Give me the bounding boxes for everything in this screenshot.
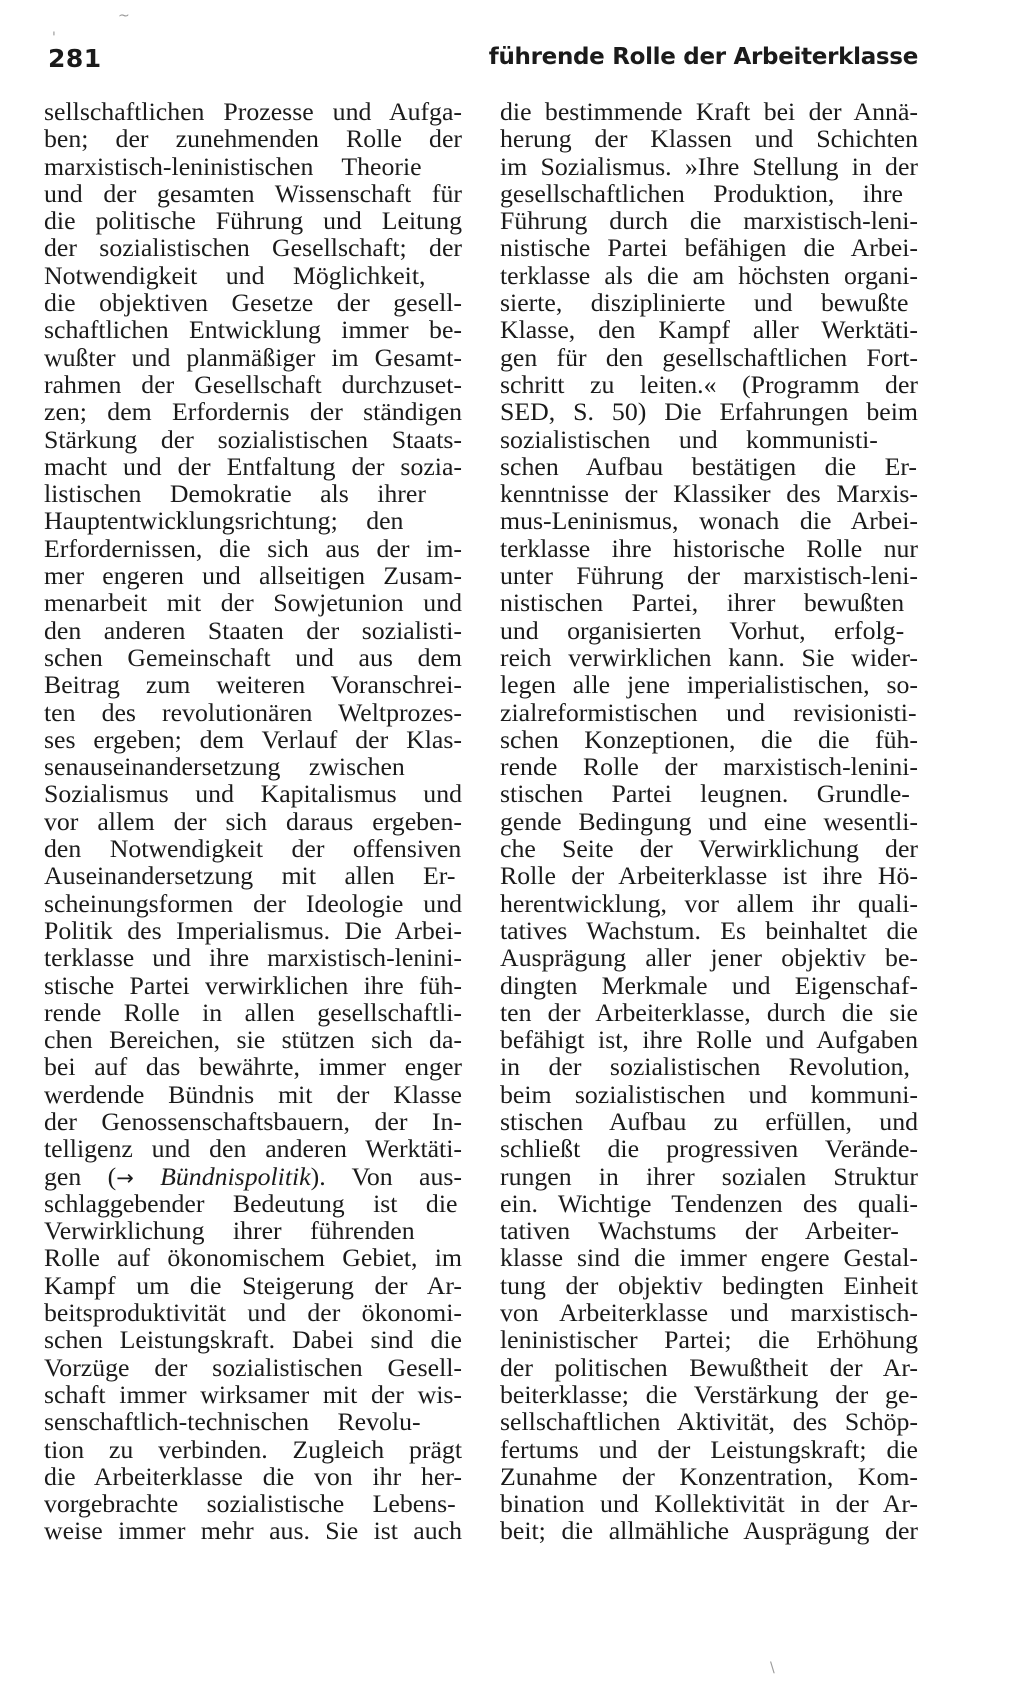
text-line: schen Leistungskraft. Dabei sind die — [44, 1325, 462, 1355]
text-line: nistische Partei befähigen die Arbei- — [500, 233, 918, 263]
cross-reference-prefix: gen ( — [44, 1161, 117, 1191]
text-line: Verwirklichung ihrer führenden — [44, 1216, 415, 1246]
text-line: Stärkung der sozialistischen Staats- — [44, 424, 462, 454]
text-line: Zunahme der Konzentration, Kom- — [500, 1461, 918, 1491]
text-line: die Arbeiterklasse die von ihr her- — [44, 1461, 462, 1491]
text-column-left — [44, 98, 462, 1545]
running-title: führende Rolle der Arbeiterklasse — [488, 44, 918, 70]
text-line: gen für den gesellschaftlichen Fort- — [500, 342, 918, 372]
text-line: macht und der Entfaltung der sozia- — [44, 451, 462, 481]
text-line: dingten Merkmale und Eigenschaf- — [500, 970, 918, 1000]
text-line: gende Bedingung und eine wesentli- — [500, 806, 918, 836]
text-line: die objektiven Gesetze der gesell- — [44, 288, 462, 318]
text-line: rende Rolle der marxistisch-lenini- — [500, 752, 918, 782]
text-line: schlaggebender Bedeutung ist die — [44, 1188, 458, 1218]
text-line: kenntnisse der Klassiker des Marxis- — [500, 479, 918, 509]
text-line: und der gesamten Wissenschaft für — [44, 178, 462, 208]
text-line: ben; der zunehmenden Rolle der — [44, 124, 462, 154]
text-line: unter Führung der marxistisch-leni- — [500, 561, 918, 591]
text-line: herentwicklung, vor allem ihr quali- — [500, 888, 918, 918]
text-line: klasse sind die immer engere Gestal- — [500, 1243, 918, 1273]
text-line: die politische Führung und Leitung — [44, 206, 462, 236]
text-line: im Sozialismus. »Ihre Stellung in der — [500, 151, 918, 181]
text-line: Erfordernissen, die sich aus der im- — [44, 533, 462, 563]
text-line: gesellschaftlichen Produktion, ihre — [500, 178, 903, 208]
text-line: mer engeren und allseitigen Zusam- — [44, 561, 462, 591]
text-line: reich verwirklichen kann. Sie wider- — [500, 642, 918, 672]
text-line: Klasse, den Kampf aller Werktäti- — [500, 315, 918, 345]
text-line: bei auf das bewährte, immer enger — [44, 1052, 462, 1082]
text-line: Vorzüge der sozialistischen Gesell- — [44, 1352, 462, 1382]
text-line: ein. Wichtige Tendenzen des quali- — [500, 1188, 918, 1218]
text-line: schließt die progressiven Verände- — [500, 1134, 918, 1164]
text-line: fertums und der Leistungskraft; die — [500, 1434, 918, 1464]
text-line: telligenz und den anderen Werktäti- — [44, 1134, 462, 1164]
text-line: und organisierten Vorhut, erfolg- — [500, 615, 905, 645]
page-header — [48, 44, 918, 80]
text-line: vor allem der sich daraus ergeben- — [44, 806, 462, 836]
text-line: in der sozialistischen Revolution, — [500, 1052, 910, 1082]
text-line: chen Bereichen, sie stützen sich da- — [44, 1025, 462, 1055]
scan-mark: ' — [52, 30, 56, 46]
text-line: stischen Aufbau zu erfüllen, und — [500, 1106, 918, 1136]
text-line: SED, S. 50) Die Erfahrungen beim — [500, 397, 918, 427]
text-line: sellschaftlichen Aktivität, des Schöp- — [500, 1407, 918, 1437]
text-line: Führung durch die marxistisch-leni- — [500, 206, 918, 236]
text-line: weise immer mehr aus. Sie ist auch — [44, 1516, 462, 1546]
text-line: schen Konzeptionen, die die füh- — [500, 724, 918, 754]
text-line: schaftlichen Entwicklung immer be- — [44, 315, 462, 345]
text-line: ten des revolutionären Weltprozes- — [44, 697, 462, 727]
text-line: den Notwendigkeit der offensiven — [44, 834, 462, 864]
text-line: leninistischer Partei; die Erhöhung — [500, 1325, 918, 1355]
text-line: ten der Arbeiterklasse, durch die sie — [500, 997, 918, 1027]
cross-reference-term[interactable]: Bündnispolitik — [160, 1161, 311, 1191]
text-line: senauseinandersetzung zwischen — [44, 752, 405, 782]
text-line: Kampf um die Steigerung der Ar- — [44, 1270, 462, 1300]
text-line: den anderen Staaten der sozialisti- — [44, 615, 462, 645]
text-line: beiterklasse; die Verstärkung der ge- — [500, 1379, 918, 1409]
text-line: beit; die allmähliche Ausprägung der — [500, 1516, 918, 1546]
text-line: Auseinandersetzung mit allen Er- — [44, 861, 456, 891]
text-line: sierte, disziplinierte und bewußte — [500, 288, 909, 318]
text-line: menarbeit mit der Sowjetunion und — [44, 588, 462, 618]
cross-reference-line — [44, 1163, 462, 1190]
text-line: wußter und planmäßiger im Gesamt- — [44, 342, 462, 372]
text-line: tung der objektiv bedingten Einheit — [500, 1270, 918, 1300]
text-line: che Seite der Verwirklichung der — [500, 834, 918, 864]
text-line: tatives Wachstum. Es beinhaltet die — [500, 915, 918, 945]
text-line: Rolle der Arbeiterklasse ist ihre Hö- — [500, 861, 918, 891]
text-line: herung der Klassen und Schichten — [500, 124, 918, 154]
text-line: rahmen der Gesellschaft durchzuset- — [44, 369, 462, 399]
text-line: terklasse und ihre marxistisch-lenini- — [44, 943, 462, 973]
text-line: tativen Wachstums der Arbeiter- — [500, 1216, 899, 1246]
text-line: befähigt ist, ihre Rolle und Aufgaben — [500, 1025, 918, 1055]
text-line: von Arbeiterklasse und marxistisch- — [500, 1298, 918, 1328]
scan-mark: ~ — [118, 8, 130, 24]
text-line: der Genossenschaftsbauern, der In- — [44, 1106, 462, 1136]
text-line: Politik des Imperialismus. Die Arbei- — [44, 915, 462, 945]
text-line: vorgebrachte sozialistische Lebens- — [44, 1489, 456, 1519]
text-column-right — [500, 98, 918, 1545]
text-line: schritt zu leiten.« (Programm der — [500, 369, 918, 399]
text-line: zen; dem Erfordernis der ständigen — [44, 397, 462, 427]
text-line: nistischen Partei, ihrer bewußten — [500, 588, 905, 618]
text-line: senschaftlich-technischen Revolu- — [44, 1407, 421, 1437]
text-line: der sozialistischen Gesellschaft; der — [44, 233, 462, 263]
text-line: rende Rolle in allen gesellschaftli- — [44, 997, 462, 1027]
text-line: Beitrag zum weiteren Voranschrei- — [44, 670, 462, 700]
text-line: schaft immer wirksamer mit der wis- — [44, 1379, 462, 1409]
arrow-right-icon: → — [116, 1165, 134, 1190]
cross-reference-suffix: ). Von aus- — [310, 1161, 462, 1191]
text-line: scheinungsformen der Ideologie und — [44, 888, 462, 918]
text-line: mus-Leninismus, wonach die Arbei- — [500, 506, 918, 536]
text-line: ses ergeben; dem Verlauf der Klas- — [44, 724, 462, 754]
text-line: Ausprägung aller jener objektiv be- — [500, 943, 918, 973]
text-line: beim sozialistischen und kommuni- — [500, 1079, 918, 1109]
text-line: sozialistischen und kommunisti- — [500, 424, 878, 454]
text-line: schen Aufbau bestätigen die Er- — [500, 451, 917, 481]
page-number: 281 — [48, 44, 102, 73]
text-line: Sozialismus und Kapitalismus und — [44, 779, 462, 809]
text-line: stischen Partei leugnen. Grundle- — [500, 779, 910, 809]
text-line: legen alle jene imperialistischen, so- — [500, 670, 918, 700]
text-line: bination und Kollektivität in der Ar- — [500, 1489, 918, 1519]
scan-mark: \ — [770, 1660, 775, 1676]
text-line: sellschaftlichen Prozesse und Aufga- — [44, 97, 462, 126]
text-line: die bestimmende Kraft bei der Annä- — [500, 97, 918, 126]
text-line: beitsproduktivität und der ökonomi- — [44, 1298, 462, 1328]
text-line: Hauptentwicklungsrichtung; den — [44, 506, 404, 536]
text-line: rungen in ihrer sozialen Struktur — [500, 1161, 918, 1191]
text-line: terklasse als die am höchsten organi- — [500, 260, 918, 290]
text-line: marxistisch-leninistischen Theorie — [44, 151, 422, 181]
text-line: werdende Bündnis mit der Klasse — [44, 1079, 462, 1109]
text-line: Rolle auf ökonomischem Gebiet, im — [44, 1243, 462, 1273]
text-line: Notwendigkeit und Möglichkeit, — [44, 260, 426, 290]
text-line: zialreformistischen und revisionisti- — [500, 697, 917, 727]
text-line: listischen Demokratie als ihrer — [44, 479, 426, 509]
text-line: terklasse ihre historische Rolle nur — [500, 533, 918, 563]
text-line: schen Gemeinschaft und aus dem — [44, 642, 462, 672]
text-line: der politischen Bewußtheit der Ar- — [500, 1352, 918, 1382]
text-line: tion zu verbinden. Zugleich prägt — [44, 1434, 462, 1464]
text-line: stische Partei verwirklichen ihre füh- — [44, 970, 462, 1000]
